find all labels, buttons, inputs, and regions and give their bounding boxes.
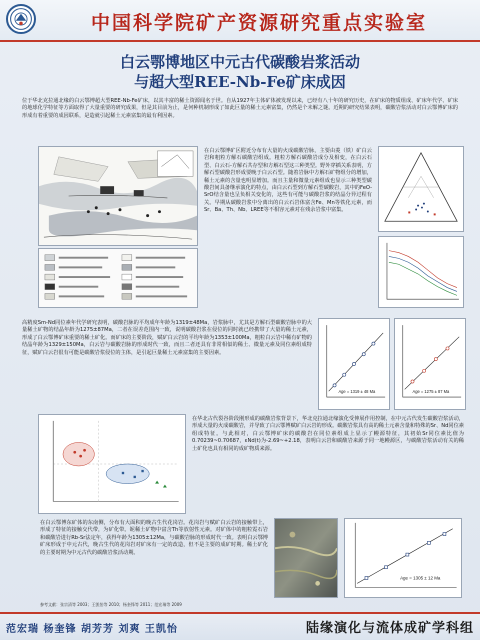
conclusion-paragraph: 在白云鄂博东矿体的东南侧，分布有大面积的晚古生代花岗岩。花岗岩与赋矿白云岩的接触带上，形成了特征的接触交代带，为矿化带。铌稀土矿物中富含Th等放射性元素。对矿体中的粗粒霓石岩和碳酸岩进行Rb-Sr法定年，获得年龄为1305±12Ma，与碳酸岩脉的形成时代一致。表明白云鄂博矿床形成于中元古代，晚古生代的花岗岩对矿床有一定的改造，但不是主要的成矿时期。稀土矿化的主要时期为中元古代的碳酸岩浆活动期。 xyxy=(40,520,268,556)
isochron-age-label-2: Age = 1275 ± 87 Ma xyxy=(412,389,450,395)
references-line: 参考文献：张宗清等 2003；王凯怡等 2010；杨奎锋等 2011；范宏瑞等 2009 xyxy=(40,602,182,607)
dating-paragraph: 高精度Sm-Nd同位素年代学研究表明，碳酸岩脉的平均成年年龄为1319±48Ma，岩浆脉中，尤其是方解石型碳酸岩脉中的大量稀土矿物的结晶年龄为1275±87Ma，二者在误差范围内一致，说明碳酸岩浆在侵位的同时就已经携带了大量的稀土元素，形成了白云鄂博矿床重要的稀土矿化。而矿床的主要阶段，赋矿白云岩的平均年龄为1353±100Ma，粗粒白云岩中稀有矿物的结晶年龄为1329±150Ma，白云岩与碳酸岩脉的形成时代一致，而且二者还具有非常相似的稀土、微量元素及同位素组成特征，赋矿白云岩很有可能是碳酸岩浆侵位的主体，是引起巨量稀土元素富集的主要因素。 xyxy=(22,320,312,356)
rock-sample-photo xyxy=(274,518,338,598)
sr-nd-isotope-plot xyxy=(38,414,186,514)
geologic-map-figure xyxy=(38,146,198,246)
ternary-diagram xyxy=(378,146,464,232)
title-line-1: 白云鄂博地区中元古代碳酸岩浆活动 xyxy=(119,53,360,71)
title-line-2: 与超大型REE-Nb-Fe矿床成因 xyxy=(134,73,346,91)
research-group-name: 陆缘演化与流体成矿学科组 xyxy=(305,621,474,636)
institute-logo-icon xyxy=(6,4,36,34)
ree-pattern-figure xyxy=(378,236,464,308)
rb-sr-isochron-plot xyxy=(344,518,462,598)
geology-paragraph: 在白云鄂博矿区附近分布有大量的火成碳酸岩脉，主要由菱（铁）矿白云岩和粗粒方解石碳酸岩组成。粗粒方解石碳酸岩成分及相变，在白云石型、白云石-方解石共存型和方解石型这三种类型。野外穿插关系表明，方解石型碳酸岩形成要晚于白云石型。随着岩脉中方解石矿物组分的增加，稀土元素的含量也明显增加。而且主量和微量元素组成也显示三种类型碳酸岩间具备继承演化的特点，由白云石型到方解石型碳酸岩，其中的FeO-SrO结含量也呈负相关变化的，这些有可能与碳酸岩浆的结晶分异过程有关。早期从碳酸岩浆中分离出的白云石岩体富含Fe、Mn等铁化元素，而Sr、Ba、Th、Nb、LREE等不相容元素对在残余岩浆中富集。 xyxy=(204,148,372,214)
institution-title: 中国科学院矿产资源研究重点实验室 xyxy=(90,12,427,34)
isochron-age-label-1: Age = 1319 ± 48 Ma xyxy=(338,389,376,395)
isochron-figure-1 xyxy=(318,318,390,410)
map-legend xyxy=(38,248,198,308)
poster-title xyxy=(0,52,480,92)
intro-paragraph: 位于华北克拉通北缘的白云鄂博超大型REE-Nb-Fe矿床，以其丰富的稀土资源闻名于世。自从1927年主体矿体被发现以来，已经有八十年的研究历史，在矿床的物质组成、矿床年代学、矿床的地球化学特征等方面取得了大量重要的研究成果，但是其目前为止，是何种机制形成了如此巨量的稀土元素富集，仍然是个未解之谜。近期的研究结果表明，碳酸岩浆活动对白云鄂博矿床的形成有着重要的成因联系，是造就引起稀土元素富集的最有利因素。 xyxy=(22,98,458,119)
header-bar xyxy=(0,0,480,42)
author-list: 范宏瑞 杨奎锋 胡芳芳 刘爽 王凯怡 xyxy=(6,624,178,635)
isochron-age-label-3: Age = 1305 ± 12 Ma xyxy=(400,575,441,581)
geochem-paragraph: 在华北古代裂谷阶段刚形成的碳酸岩浆背景下，华北克拉通北缘演化受伸展作用控制，在中元古代发生碳酸岩浆活动，形成大量的火成碳酸岩，并导致了白云鄂博赋矿白云岩的形成。碳酸岩浆具有高的稀土元素含量和特殊的Sr、Nd同位素组成特征。与此相对，白云鄂博矿床的碳酸岩在同位素组成上显示了幔源特征，其初始Sr同位素比值为0.70239~0.70687，εNd(t)为-2.69~+2.18，表明白云岩和碳酸岩来源于同一地幔源区，与碳酸岩浆活动有关的稀土矿化也具有相同的成矿物质来源。 xyxy=(192,416,464,452)
isochron-figure-2 xyxy=(394,318,466,410)
